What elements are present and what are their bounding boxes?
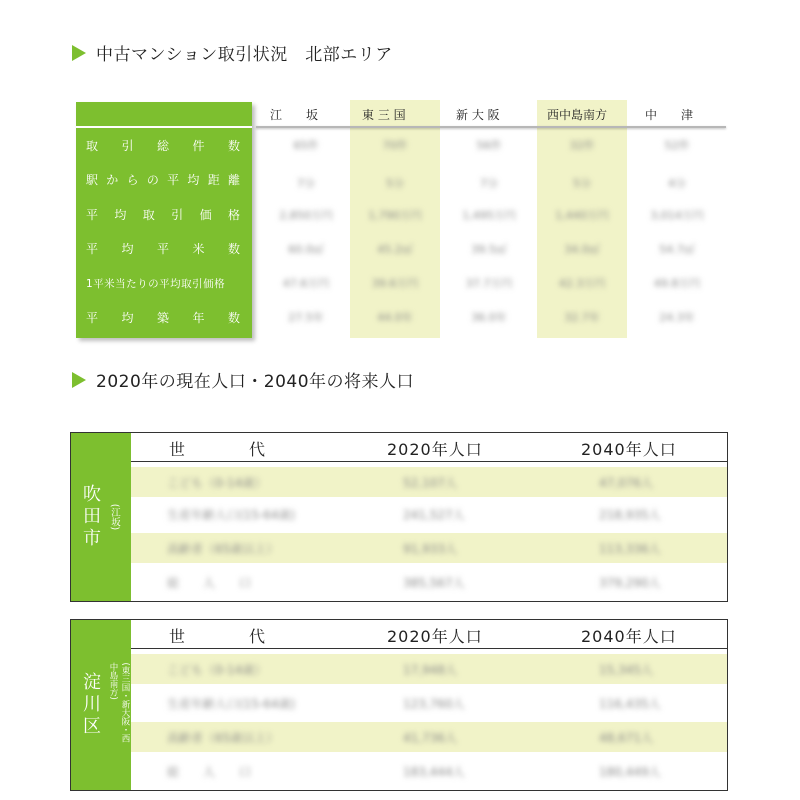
table-cell: 5分 <box>573 177 591 191</box>
triangle-bullet-icon <box>72 372 86 388</box>
table-cell: 70件 <box>382 139 408 153</box>
column-header-higashimikuni: 東 三 国 <box>362 107 406 122</box>
table-row: こども（0-14歳） 17,948人 15,345人 <box>131 654 727 684</box>
table-row: 生産年齢人口(15-64歳) 241,527人 218,935人 <box>167 508 661 522</box>
label-row: 1平米当たりの平均取引価格 <box>86 277 226 290</box>
population-header <box>131 433 727 462</box>
population-table-suita <box>70 432 728 602</box>
city-name: 吹田市 <box>80 484 101 550</box>
section-title: 中古マンション取引状況 北部エリア <box>96 45 393 65</box>
table-cell: 1,790万円 <box>368 209 422 223</box>
label-row: 駅 か ら の 平 均 距 離 <box>86 173 240 188</box>
table-cell: 47.6万円 <box>282 277 330 291</box>
table-row: こども（0-14歳） 52,107人 47,076人 <box>131 467 727 497</box>
table-row: 生産年齢人口(15-64歳) 123,760人 116,435人 <box>167 697 661 711</box>
table-cell: 5分 <box>386 177 404 191</box>
section-heading-transactions <box>72 40 393 65</box>
city-label-panel <box>71 433 131 601</box>
column-header-nakatsu: 中 津 <box>645 107 694 122</box>
header-2040: 2040年人口 <box>581 627 677 646</box>
table-cell: 4分 <box>668 177 686 191</box>
table-cell: 32件 <box>569 139 595 153</box>
table-row: 総 人 口 385,567人 379,290人 <box>167 576 661 590</box>
label-header-blank <box>76 102 252 128</box>
table-cell: 49.8万円 <box>653 277 701 291</box>
population-header <box>131 620 727 649</box>
table-row: 高齢者（65歳以上） 41,736人 48,671人 <box>131 722 727 752</box>
table-cell: 54.7㎡ <box>659 243 695 257</box>
transaction-label-column <box>76 102 252 338</box>
table-cell: 24.3年 <box>659 311 695 325</box>
table-cell: 44.0年 <box>377 311 413 325</box>
table-cell: 7分 <box>480 177 498 191</box>
city-area-note: (東三国・新大阪・西中島南方) <box>108 662 130 743</box>
triangle-bullet-icon <box>72 45 86 61</box>
table-row: 総 人 口 183,444人 180,449人 <box>167 765 661 779</box>
section-title: 2020年の現在人口・2040年の将来人口 <box>96 372 415 392</box>
table-row: 高齢者（65歳以上） 91,933人 113,336人 <box>131 533 727 563</box>
table-cell: 60.0㎡ <box>288 243 324 257</box>
table-cell: 32.7年 <box>564 311 600 325</box>
table-cell: 7分 <box>297 177 315 191</box>
header-2020: 2020年人口 <box>387 440 483 459</box>
table-cell: 2,850万円 <box>279 209 333 223</box>
population-table-yodogawa <box>70 619 728 791</box>
column-header-esaka: 江 坂 <box>270 107 319 122</box>
city-area-note: (江坂) <box>109 503 120 531</box>
section-heading-population <box>72 367 414 392</box>
column-header-nishinakajima: 西中島南方 <box>547 107 608 122</box>
label-row: 平 均 築 年 数 <box>86 311 240 326</box>
label-row: 平 均 平 米 数 <box>86 242 240 257</box>
table-cell: 36.0年 <box>471 311 507 325</box>
table-cell: 52件 <box>664 139 690 153</box>
table-cell: 39.5㎡ <box>471 243 507 257</box>
table-cell: 65件 <box>293 139 319 153</box>
table-cell: 37.7万円 <box>465 277 513 291</box>
table-cell: 1,440万円 <box>555 209 609 223</box>
city-label-panel <box>71 620 131 790</box>
column-header-shinosaka: 新 大 阪 <box>456 107 500 122</box>
table-cell: 45.2㎡ <box>377 243 413 257</box>
header-2040: 2040年人口 <box>581 440 677 459</box>
table-cell: 42.3万円 <box>558 277 606 291</box>
table-cell: 1,495万円 <box>462 209 516 223</box>
header-2020: 2020年人口 <box>387 627 483 646</box>
table-cell: 39.6万円 <box>371 277 419 291</box>
label-row: 取 引 総 件 数 <box>86 138 240 153</box>
label-row: 平 均 取 引 価 格 <box>86 207 240 222</box>
header-generation: 世 代 <box>169 440 266 459</box>
city-name: 淀川区 <box>80 672 101 738</box>
table-cell: 56件 <box>476 139 502 153</box>
table-cell: 3,014万円 <box>650 209 704 223</box>
table-cell: 27.5年 <box>288 311 324 325</box>
header-generation: 世 代 <box>169 627 266 646</box>
table-cell: 34.0㎡ <box>564 243 600 257</box>
